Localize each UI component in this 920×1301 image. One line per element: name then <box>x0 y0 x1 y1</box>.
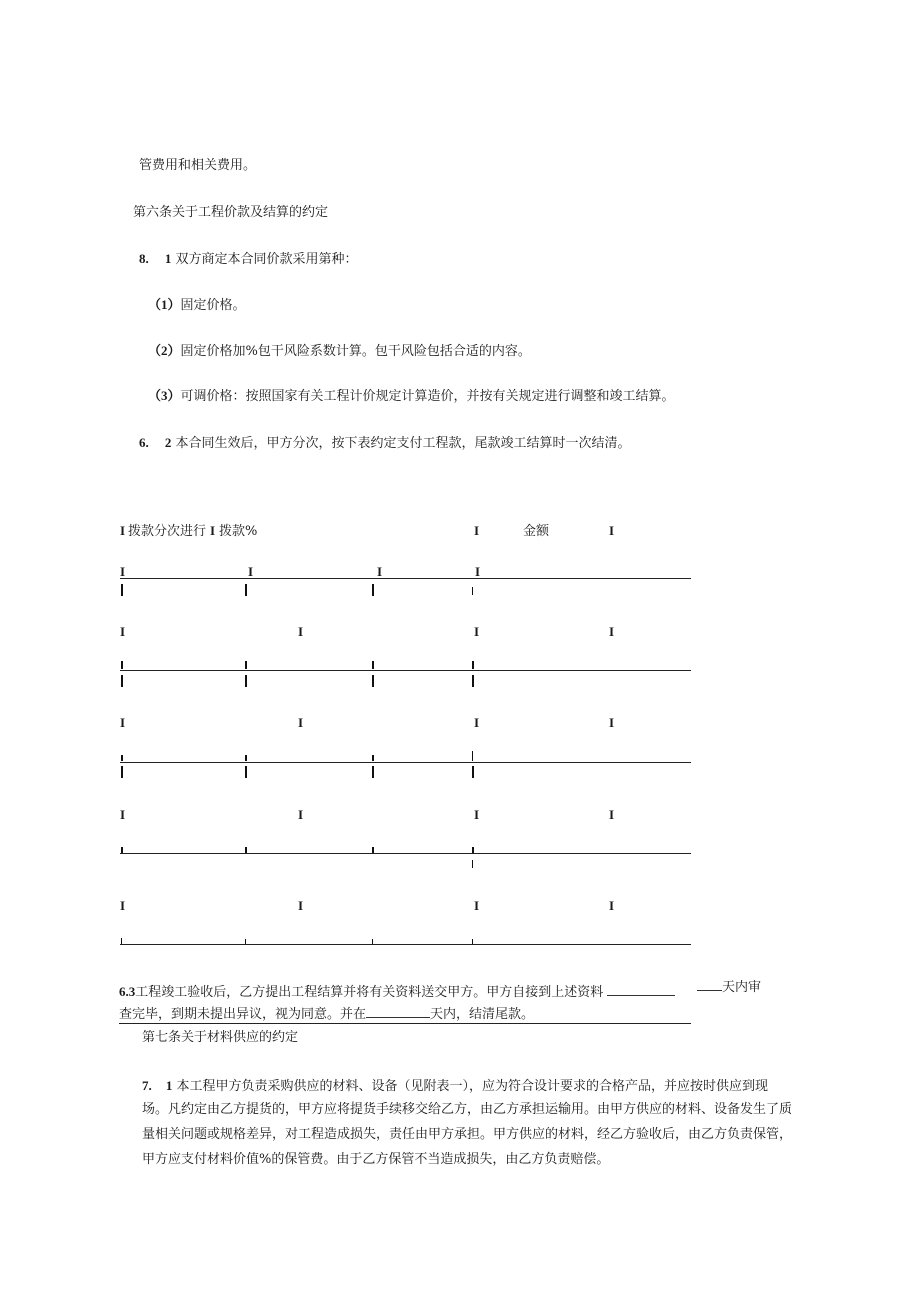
table-bar: I <box>298 898 304 913</box>
table-tick <box>245 584 247 596</box>
blank-days-review-2 <box>697 990 722 991</box>
table-tick <box>121 755 123 761</box>
clause-6-2-number: 6. <box>139 435 149 450</box>
clause-6-3-tail-text: 天内审 <box>722 980 762 995</box>
table-row-line <box>120 578 691 579</box>
table-tick <box>121 675 123 687</box>
table-tick <box>121 584 123 596</box>
table-bar: I <box>474 624 480 639</box>
article-7-title: 第七条关于材料供应的约定 <box>142 1030 299 1045</box>
option-3-text: 可调价格：按照国家有关工程计价规定计算造价，并按有关规定进行调整和竣工结算。 <box>180 389 675 404</box>
clause-7-1-line-2: 场。凡约定由乙方提货的，甲方应将提货手续移交给乙方，由乙方承担运输用。由甲方供应的材料、设备发生了质 <box>142 1102 793 1117</box>
table-header-installment: 拨款分次进行 <box>128 524 207 539</box>
clause-6-1-text: 双方商定本合同价款采用第种： <box>175 252 358 267</box>
table-bar: I <box>609 624 615 639</box>
clause-6-3-rule <box>119 1023 691 1024</box>
table-tick <box>472 860 473 868</box>
table-row-line <box>120 670 691 671</box>
table-bar: I <box>120 807 126 822</box>
table-bar: I <box>120 715 126 730</box>
table-tick <box>372 766 374 778</box>
table-tick <box>245 766 247 778</box>
table-bar: I <box>377 564 383 579</box>
clause-6-1-number: 8. <box>139 251 149 266</box>
table-tick <box>472 675 474 687</box>
table-tick <box>372 584 374 596</box>
table-bar: I <box>609 715 615 730</box>
table-bar: I <box>248 564 254 579</box>
clause-6-3-line-1 <box>119 984 675 1001</box>
table-tick <box>121 766 123 778</box>
table-bar: I <box>474 898 480 913</box>
clause-6-3-number: 6.3 <box>119 984 136 999</box>
table-tick <box>472 587 473 595</box>
option-1-text: 固定价格。 <box>180 298 246 313</box>
table-header-percent: 拨款% <box>219 524 258 539</box>
clause-6-2 <box>139 435 631 452</box>
clause-6-3-text-2a: 查完毕，到期未提出异议，视为同意。并在 <box>119 1007 367 1022</box>
clause-7-1-number: 7. <box>142 1078 152 1093</box>
clause-6-3-line-2 <box>119 1007 534 1023</box>
clause-7-1-sub: 1 <box>165 1078 173 1093</box>
table-bar: I <box>474 807 480 822</box>
table-row-line <box>120 853 691 854</box>
table-bar: I <box>609 807 615 822</box>
table-bar: I <box>298 624 304 639</box>
table-tick <box>472 766 474 778</box>
clause-6-3-text-1: 工程竣工验收后，乙方提出工程结算并将有关资料送交甲方。甲方自接到上述资料 <box>135 985 604 1000</box>
table-row-line <box>120 944 691 945</box>
option-1 <box>148 297 246 314</box>
article-6-title: 第六条关于工程价款及结算的约定 <box>133 205 329 220</box>
table-bar: I <box>120 564 126 579</box>
clause-6-3-line-1-tail <box>697 980 761 996</box>
table-bar: I <box>609 523 615 538</box>
table-bar: I <box>120 624 126 639</box>
table-tick <box>372 755 374 761</box>
clause-7-1-line-1 <box>142 1078 768 1095</box>
table-row-line <box>120 762 691 763</box>
blank-days-review <box>607 995 675 996</box>
clause-7-1-text-1: 本工程甲方负责采购供应的材料、设备（见附表一），应为符合设计要求的合格产品，并应按时供应到现 <box>176 1079 769 1094</box>
table-tick <box>245 755 247 761</box>
table-bar: I <box>120 523 126 538</box>
clause-6-2-text: 本合同生效后，甲方分次，按下表约定支付工程款，尾款竣工结算时一次结清。 <box>175 436 631 451</box>
clause-6-1 <box>139 251 358 268</box>
table-bar: I <box>609 898 615 913</box>
table-bar: I <box>475 564 481 579</box>
option-3-number: （3） <box>148 388 181 403</box>
table-tick <box>121 661 123 669</box>
table-tick <box>472 661 474 669</box>
table-tick <box>472 751 473 761</box>
table-bar: I <box>298 715 304 730</box>
table-tick <box>372 675 374 687</box>
table-bar: I <box>474 715 480 730</box>
table-tick <box>245 661 247 669</box>
option-3 <box>148 388 675 405</box>
option-2-number: （2） <box>148 343 181 358</box>
option-2 <box>148 343 531 360</box>
blank-days-settle <box>366 1017 430 1018</box>
table-bar: I <box>474 523 480 538</box>
table-bar: I <box>210 523 216 538</box>
table-tick <box>372 661 374 669</box>
table-tick <box>245 675 247 687</box>
table-header-amount: 金额 <box>523 524 550 539</box>
option-1-number: （1） <box>148 297 181 312</box>
table-bar: I <box>298 807 304 822</box>
clause-6-1-sub: 1 <box>164 251 172 266</box>
clause-7-1-line-3: 量相关问题或规格差异，对工程造成损失，责任由甲方承担。甲方供应的材料，经乙方验收后，由乙方负责保管， <box>142 1127 793 1142</box>
option-2-text: 固定价格加%包干风险系数计算。包干风险包括合适的内容。 <box>180 344 531 359</box>
table-bar: I <box>120 898 126 913</box>
clause-6-2-sub: 2 <box>164 435 172 450</box>
paragraph-continuation: 管费用和相关费用。 <box>139 158 257 173</box>
clause-7-1-line-4: 甲方应支付材料价值%的保管费。由于乙方保管不当造成损失，由乙方负责赔偿。 <box>142 1152 610 1167</box>
clause-6-3-text-2b: 天内，结清尾款。 <box>430 1007 535 1022</box>
